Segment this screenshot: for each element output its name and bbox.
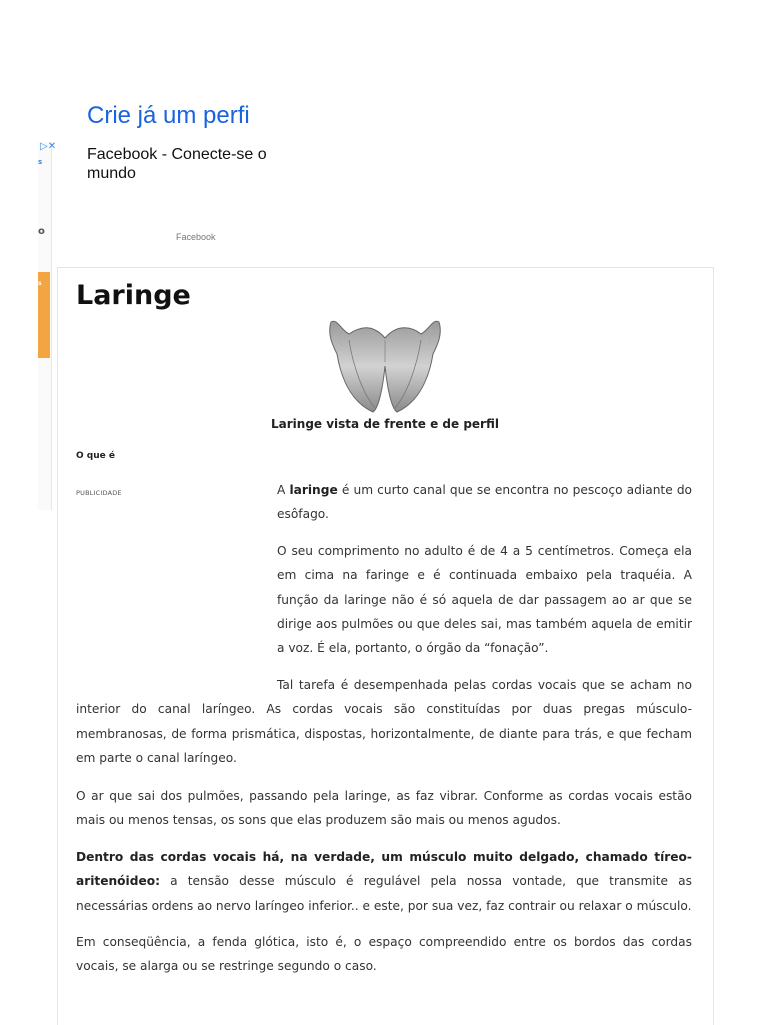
p1-bold-term: laringe [289,483,338,497]
paragraph-5 [76,845,692,918]
p5-rest: a tensão desse músculo é regulável pela nossa vontade, que transmite as necessárias ordens ao nervo laríngeo inferior.. e este, por sua vez, faz contrair ou relaxar o músculo. [76,874,693,913]
figure-caption: Laringe vista de frente e de perfil [271,417,499,431]
p1-post: é um curto canal que se encontra no pescoço adiante do esôfago. [277,483,693,522]
paragraph-4: O ar que sai dos pulmões, passando pela laringe, as faz vibrar. Conforme as cordas vocais estão mais ou menos tensas, os sons que elas produzem são mais ou menos agudos. [76,789,692,828]
paragraph-6: Em conseqüência, a fenda glótica, isto é, o espaço compreendido entre os bordos das cordas vocais, se alarga ou se restringe segundo o caso. [76,935,692,974]
larynx-image [325,316,445,414]
paragraph-2: O seu comprimento no adulto é de 4 a 5 centímetros. Começa ela em cima na faringe e é continuada embaixo pela traquéia. A função da laringe não é só aquela de dar passagem ao ar que se dirige aos pulmões ou que deles sai, mas também aquela de emitir a voz. É ela, portanto, o órgão da “fonação”. [277,544,692,656]
advertisement-label: PUBLICIDADE [76,489,122,497]
ad-source: Facebook [176,232,216,242]
side-ad-strip[interactable] [38,141,57,510]
p3-text: Tal tarefa é desempenhada pelas cordas vocais que se acham no interior do canal laríngeo. As cordas vocais são constituídas por duas pregas músculo-membranosas, de forma prismática, dispostas, horizontalmente, de diante para trás, e que fecham em parte o canal laríngeo. [76,678,692,765]
ad-subtitle[interactable]: Facebook - Conecte-se o mundo [87,146,267,182]
page-title: Laringe [76,280,191,311]
paragraph-3 [76,673,692,770]
side-glyph: s [38,158,43,166]
p1-pre: A [277,483,286,497]
section-heading: O que é [76,451,115,461]
ad-close-icon[interactable]: ▷✕ [40,141,57,152]
paragraph-1 [277,478,692,527]
p5-bold: Dentro das cordas vocais há, na verdade, um músculo muito delgado, chamado tíreo-aritenóideo: [76,850,692,889]
side-glyph: s [38,280,42,287]
ad-title-link[interactable]: Crie já um perfi [87,102,250,129]
side-glyph: o [38,226,45,237]
